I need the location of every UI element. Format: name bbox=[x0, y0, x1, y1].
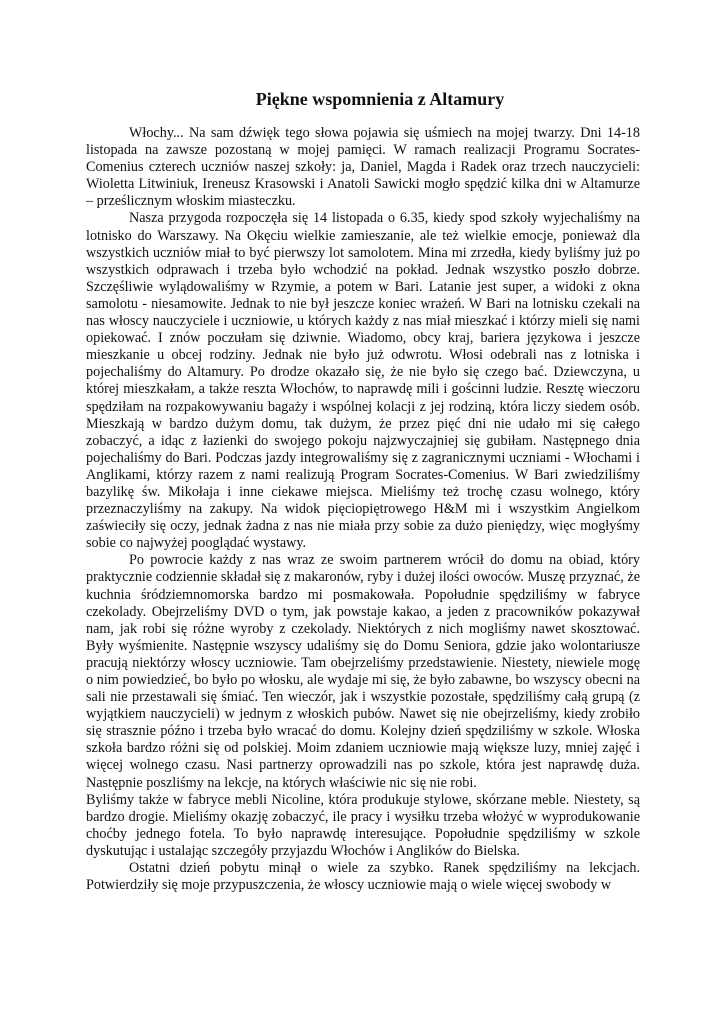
paragraph-return: Po powrocie każdy z nas wraz ze swoim partnerem wrócił do domu na obiad, który praktycznie codziennie składał się z makaronów, ryby i dużej ilości owoców. Muszę przyznać, że kuchnia śródziemnomorska bardzo mi posmakowała. Popołudnie spędziliśmy w fabryce czekolady. Obejrzeliśmy DVD o tym, jak powstaje kakao, a jeden z pracowników pokazywał nam, jak robi się różne wyroby z czekolady. Niektórych z nich mogliśmy nawet skosztować. Były wyśmienite. Następnie wszyscy udaliśmy się do Domu Seniora, gdzie jako wolontariusze pracują niektórzy włoscy uczniowie. Tam obejrzeliśmy przedstawienie. Niestety, niewiele mogę o nim powiedzieć, bo było po włosku, ale wydaje mi się, że było zabawne, bo wszyscy obecni na sali nie przestawali się śmiać. Ten wieczór, jak i wszystkie pozostałe, spędziliśmy całą grupą (z wyjątkiem nauczycieli) w jednym z włoskich pubów. Nawet się nie obejrzeliśmy, kiedy zrobiło się strasznie późno i trzeba było wracać do domu. Kolejny dzień spędziliśmy w szkole. Włoska szkoła bardzo różni się od polskiej. Moim zdaniem uczniowie mają większe luzy, mniej zajęć i więcej wolnego czasu. Nasi partnerzy oprowadzili nas po szkole, która jest naprawdę duża. Następnie poszliśmy na lekcje, na których właściwie nic się nie robi. bbox=[86, 552, 640, 791]
paragraph-journey: Nasza przygoda rozpoczęła się 14 listopada o 6.35, kiedy spod szkoły wyjechaliśmy na lotnisko do Warszawy. Na Okęciu wielkie zamieszanie, ale też wielkie emocje, ponieważ dla wszystkich uczniów miał to być pierwszy lot samolotem. Mina mi zrzedła, kiedy byliśmy już po wszystkich odprawach i trzeba było wchodzić na pokład. Jednak wszystko poszło dobrze. Szczęśliwie wylądowaliśmy w Rzymie, a potem w Bari. Latanie jest super, a widoki z okna samolotu - niesamowite. Jednak to nie był jeszcze koniec wrażeń. W Bari na lotnisku czekali na nas włoscy nauczyciele i uczniowie, u których każdy z nas miał mieszkać i którzy mieli się nami opiekować. I znów poczułam się dziwnie. Wiadomo, obcy kraj, bariera językowa i jeszcze mieszkanie u obcej rodziny. Jednak nie było już odwrotu. Włosi odebrali nas z lotniska i pojechaliśmy do Altamury. Po drodze okazało się, że nie było się czego bać. Dziewczyna, u której mieszkałam, a także reszta Włochów, to naprawdę mili i gościnni ludzie. Resztę wieczoru spędziłam na rozpakowywaniu bagaży i wspólnej kolacji z jej rodziną, która liczy siedem osób. Mieszkają w bardzo dużym domu, tak dużym, że przez pięć dni nie udało mi się całego zobaczyć, a idąc z łazienki do swojego pokoju najzwyczajniej się gubiłam. Następnego dnia pojechaliśmy do Bari. Podczas jazdy integrowaliśmy się z zagranicznymi uczniami - Włochami i Anglikami, którzy razem z nami realizują Program Socrates-Comenius. W Bari zwiedziliśmy bazylikę św. Mikołaja i inne ciekawe miejsca. Mieliśmy też trochę czasu wolnego, który przeznaczyliśmy na zakupy. Na widok pięciopiętrowego H&M mi i wszystkim Angielkom zaświeciły się oczy, jednak żadna z nas nie miała przy sobie za dużo pieniędzy, więc mogłyśmy sobie co najwyżej pooglądać wystawy. bbox=[86, 210, 640, 552]
paragraph-intro: Włochy... Na sam dźwięk tego słowa pojawia się uśmiech na mojej twarzy. Dni 14-18 listopada na zawsze pozostaną w mojej pamięci. W ramach realizacji Programu Socrates-Comenius czterech uczniów naszej szkoły: ja, Daniel, Magda i Radek oraz trzech nauczycieli: Wioletta Litwiniuk, Ireneusz Krasowski i Anatoli Sawicki mogło spędzić kilka dni w Altamurze – prześlicznym włoskim miasteczku. bbox=[86, 125, 640, 210]
document-title: Piękne wspomnienia z Altamury bbox=[255, 89, 505, 109]
paragraph-last-day: Ostatni dzień pobytu minął o wiele za szybko. Ranek spędziliśmy na lekcjach. Potwierdziły się moje przypuszczenia, że włoscy uczniowie mają o wiele więcej swobody w bbox=[86, 860, 640, 894]
paragraph-furniture-factory: Byliśmy także w fabryce mebli Nicoline, która produkuje stylowe, skórzane meble. Niestety, są bardzo drogie. Mieliśmy okazję zobaczyć, ile pracy i wysiłku trzeba włożyć w wyprodukowanie choćby jednego fotela. To było naprawdę interesujące. Popołudnie spędziliśmy w szkole dyskutując i ustalając szczegóły przyjazdu Włochów i Anglików do Bielska. bbox=[86, 791, 640, 859]
document-body bbox=[86, 125, 640, 894]
